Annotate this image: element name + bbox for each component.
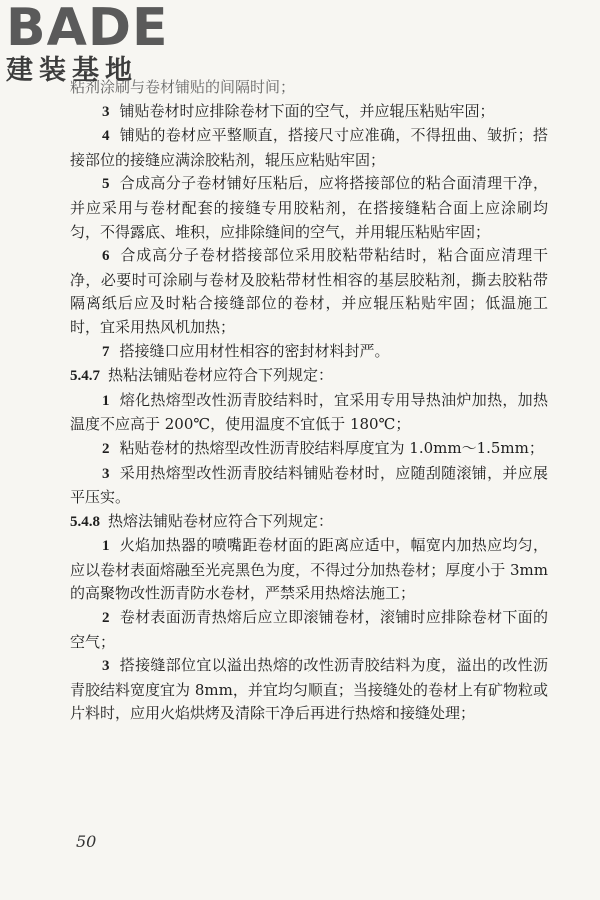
- item-number: 4: [102, 128, 110, 145]
- item-number: 3: [102, 465, 110, 482]
- logo-wordmark: BADE: [6, 0, 169, 58]
- continued-line: 粘剂涂刷与卷材铺贴的间隔时间；: [70, 78, 296, 96]
- item-text: 搭接缝口应用材性相容的密封材料封严。: [119, 341, 390, 360]
- item-text: 采用热熔型改性沥青胶结料铺贴卷材时，应随刮随滚铺，并应展平压实。: [70, 463, 548, 507]
- item-text: 搭接缝部位宜以溢出热熔的改性沥青胶结料为度，溢出的改性沥青胶结料宽度宜为 8mm，并宜均匀顺直；当接缝处的卷材上有矿物粒或片料时，应用火焰烘烤及清除干净后再进行热熔和接缝处理；: [70, 656, 548, 723]
- item-number: 3: [102, 658, 110, 675]
- item-text: 铺贴卷材时应排除卷材下面的空气，并应辊压粘贴牢固；: [119, 101, 495, 120]
- section-title: 热粘法铺贴卷材应符合下列规定：: [108, 366, 334, 385]
- item-number: 6: [102, 248, 110, 265]
- list-item: [70, 172, 548, 244]
- list-item: [70, 654, 548, 726]
- item-text: 卷材表面沥青热熔后应立即滚铺卷材，滚铺时应排除卷材下面的空气；: [70, 608, 548, 651]
- item-text: 合成高分子卷材搭接部位采用胶粘带粘结时，粘合面应清理干净，必要时可涂刷与卷材及胶粘带材性相容的基层胶粘剂，撕去胶粘带隔离纸后应及时粘合接缝部位的卷材，并应辊压粘贴牢固；低温施工时，宜采用热风机加热；: [70, 246, 548, 336]
- item-text: 铺贴的卷材应平整顺直，搭接尺寸应准确，不得扭曲、皱折；搭接部位的接缝应满涂胶粘剂，辊压应粘贴牢固；: [70, 126, 548, 169]
- item-number: 3: [102, 103, 110, 120]
- list-item: [70, 124, 548, 172]
- section-number: 5.4.7: [70, 368, 100, 385]
- item-text: 熔化热熔型改性沥青胶结料时，宜采用专用导热油炉加热，加热温度不应高于 200℃，使用温度不宜低于 180℃；: [70, 390, 548, 434]
- page-body: [70, 76, 548, 726]
- list-item: [70, 437, 548, 462]
- item-number: 1: [102, 392, 110, 409]
- section-heading-5-4-8: [70, 510, 548, 535]
- list-item: [70, 389, 548, 437]
- item-number: 5: [102, 176, 110, 193]
- section-title: 热熔法铺贴卷材应符合下列规定：: [108, 511, 334, 530]
- item-number: 7: [102, 343, 110, 360]
- section-number: 5.4.8: [70, 513, 100, 530]
- item-text: 火焰加热器的喷嘴距卷材面的距离应适中，幅宽内加热应均匀，应以卷材表面熔融至光亮黑色为度，不得过分加热卷材；厚度小于 3mm 的高聚物改性沥青防水卷材，严禁采用热熔法施工；: [70, 536, 548, 603]
- list-item: [70, 534, 548, 606]
- item-number: 1: [102, 538, 110, 555]
- item-number: 2: [102, 610, 110, 627]
- list-item: [70, 606, 548, 654]
- item-text: 粘贴卷材的热熔型改性沥青胶结料厚度宜为 1.0mm～1.5mm；: [119, 438, 544, 457]
- list-item: [70, 340, 548, 365]
- page-number: 50: [76, 832, 97, 851]
- watermark-logo: [6, 2, 169, 86]
- list-item: [70, 244, 548, 339]
- item-text: 合成高分子卷材铺好压粘后，应将搭接部位的粘合面清理干净，并应采用与卷材配套的接缝专用胶粘剂，在搭接缝粘合面上应涂刷均匀，不得露底、堆积，应排除缝间的空气，并用辊压粘贴牢固；: [70, 174, 548, 241]
- item-number: 2: [102, 440, 110, 457]
- logo-subtitle: 建装基地: [6, 55, 138, 86]
- list-item: [70, 100, 548, 125]
- list-item: [70, 462, 548, 510]
- section-heading-5-4-7: [70, 364, 548, 389]
